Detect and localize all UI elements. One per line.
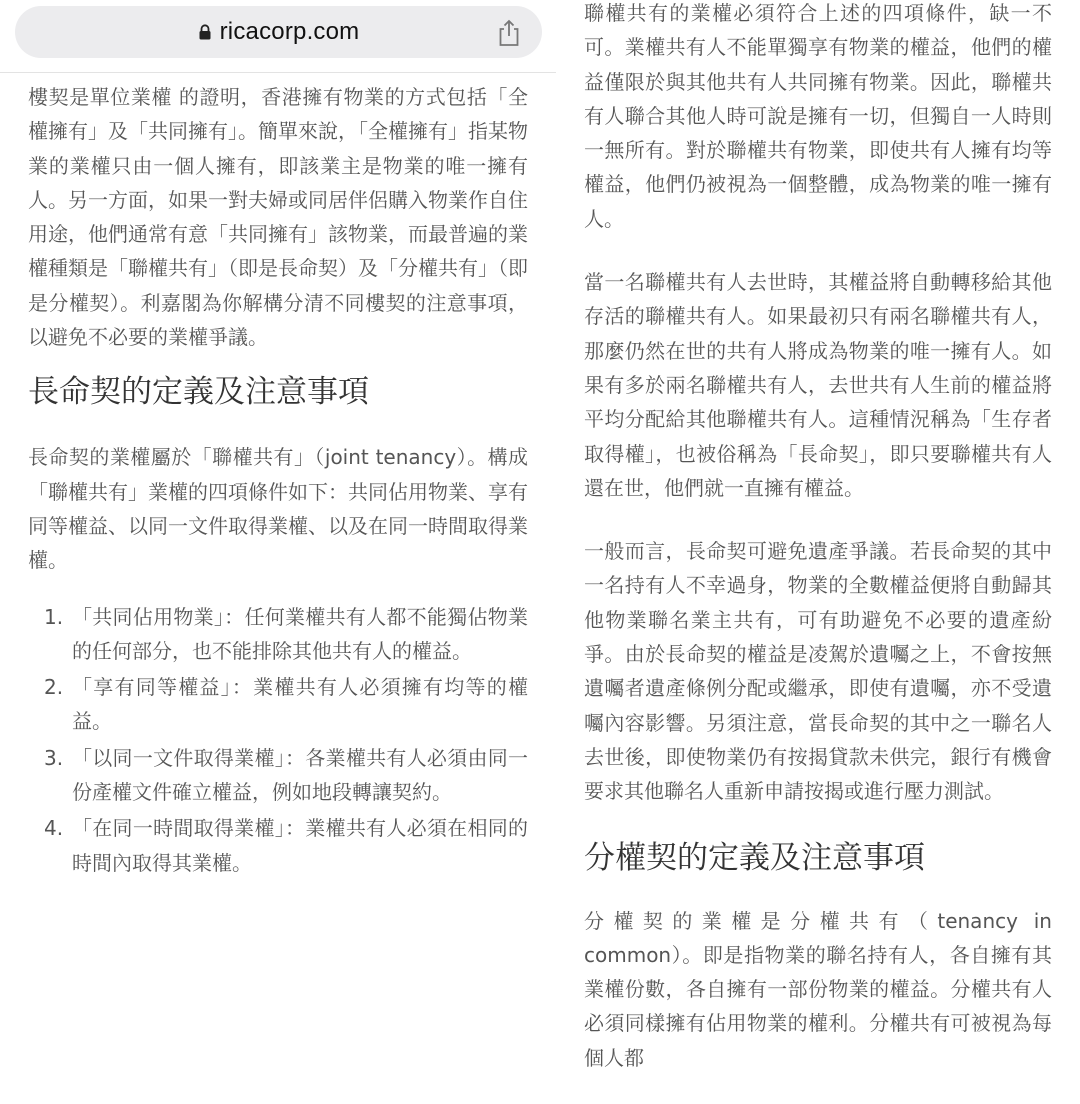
joint-tenancy-paragraph-2: 當一名聯權共有人去世時，其權益將自動轉移給其他存活的聯權共有人。如果最初只有兩名聯權共有人，那麼仍然在世的共有人將成為物業的唯一擁有人。如果有多於兩名聯權共有人，去世共有人生前的權益將平均分配給其他聯權共有人。這種情況稱為「生存者取得權」，也被俗稱為「長命契」，即只要聯權共有人還在世，他們就一直擁有權益。 [584, 270, 1052, 500]
url-text: ricacorp.com [219, 18, 360, 45]
list-item [28, 600, 528, 669]
list-item [28, 811, 528, 880]
list-number: 3. [44, 745, 64, 770]
list-text: 「共同佔用物業」：任何業權共有人都不能獨佔物業的任何部分，也不能排除其他共有人的權益。 [72, 604, 528, 663]
list-item [28, 741, 528, 810]
list-text: 「在同一時間取得業權」：業權共有人必須在相同的時間內取得其業權。 [72, 816, 528, 875]
conditions-list [28, 600, 528, 880]
right-screenshot-column [566, 0, 1080, 1070]
joint-tenancy-paragraph-3: 一般而言，長命契可避免遺產爭議。若長命契的其中一名持有人不幸過身，物業的全數權益便將自動歸其他物業聯名業主共有，可有助避免不必要的遺產紛爭。由於長命契的權益是凌駕於遺囑之上，不會按無遺囑者遺產條例分配或繼承，即使有遺囑，亦不受遺囑內容影響。另須注意，當長命契的其中之一聯名人去世後，即使物業仍有按揭貸款未供完，銀行有機會要求其他聯名人重新申請按揭或進行壓力測試。 [584, 539, 1052, 804]
list-number: 4. [44, 816, 64, 841]
joint-tenancy-paragraph-1: 聯權共有的業權必須符合上述的四項條件，缺一不可。業權共有人不能單獨享有物業的權益，他們的權益僅限於與其他共有人共同擁有物業。因此，聯權共有人聯合其他人時可說是擁有一切，但獨自一人時則一無所有。對於聯權共有物業，即使共有人擁有均等權益，他們仍被視為一個整體，成為物業的唯一擁有人。 [584, 1, 1052, 231]
share-icon[interactable] [496, 19, 522, 47]
definition-paragraph: 長命契的業權屬於「聯權共有」（joint tenancy）。構成「聯權共有」業權的四項條件如下：共同佔用物業、享有同等權益、以同一文件取得業權、以及在同一時間取得業權。 [28, 445, 528, 573]
section-heading-tenancy-in-common: 分權契的定義及注意事項 [584, 839, 925, 876]
list-text: 「享有同等權益」：業權共有人必須擁有均等的權益。 [72, 675, 528, 734]
list-text: 「以同一文件取得業權」：各業權共有人必須由同一份產權文件確立權益，例如地段轉讓契約。 [72, 745, 528, 805]
intro-paragraph: 樓契是單位業權 的證明，香港擁有物業的方式包括「全權擁有」及「共同擁有」。簡單來說，「全權擁有」指某物業的業權只由一個人擁有，即該業主是物業的唯一擁有人。另一方面，如果一對夫婦或同居伴侶購入物業作自住用途，他們通常有意「共同擁有」該物業，而最普遍的業權種類是「聯權共有」（即是長命契）及「分權共有」（即是分權契）。利嘉閣為你解構分清不同樓契的注意事項，以避免不必要的業權爭議。 [28, 85, 528, 350]
header-divider [0, 72, 556, 73]
article-right [584, 0, 1052, 1104]
list-number: 1. [44, 604, 64, 629]
section-heading-joint-tenancy: 長命契的定義及注意事項 [28, 374, 369, 411]
lock-icon [198, 24, 212, 40]
tenancy-in-common-paragraph: 分權契的業權是分權共有（tenancy in common）。即是指物業的聯名持有人，各自擁有其業權份數，各自擁有一部份物業的權益。分權共有人必須同樣擁有佔用物業的權利。分權共有可被視為每個人都 [584, 908, 1052, 1070]
list-item [28, 670, 528, 739]
left-screenshot-column [0, 0, 556, 1019]
list-number: 2. [44, 675, 64, 700]
url-wrap [198, 18, 360, 46]
article-left [28, 80, 528, 882]
address-bar[interactable] [15, 6, 542, 58]
